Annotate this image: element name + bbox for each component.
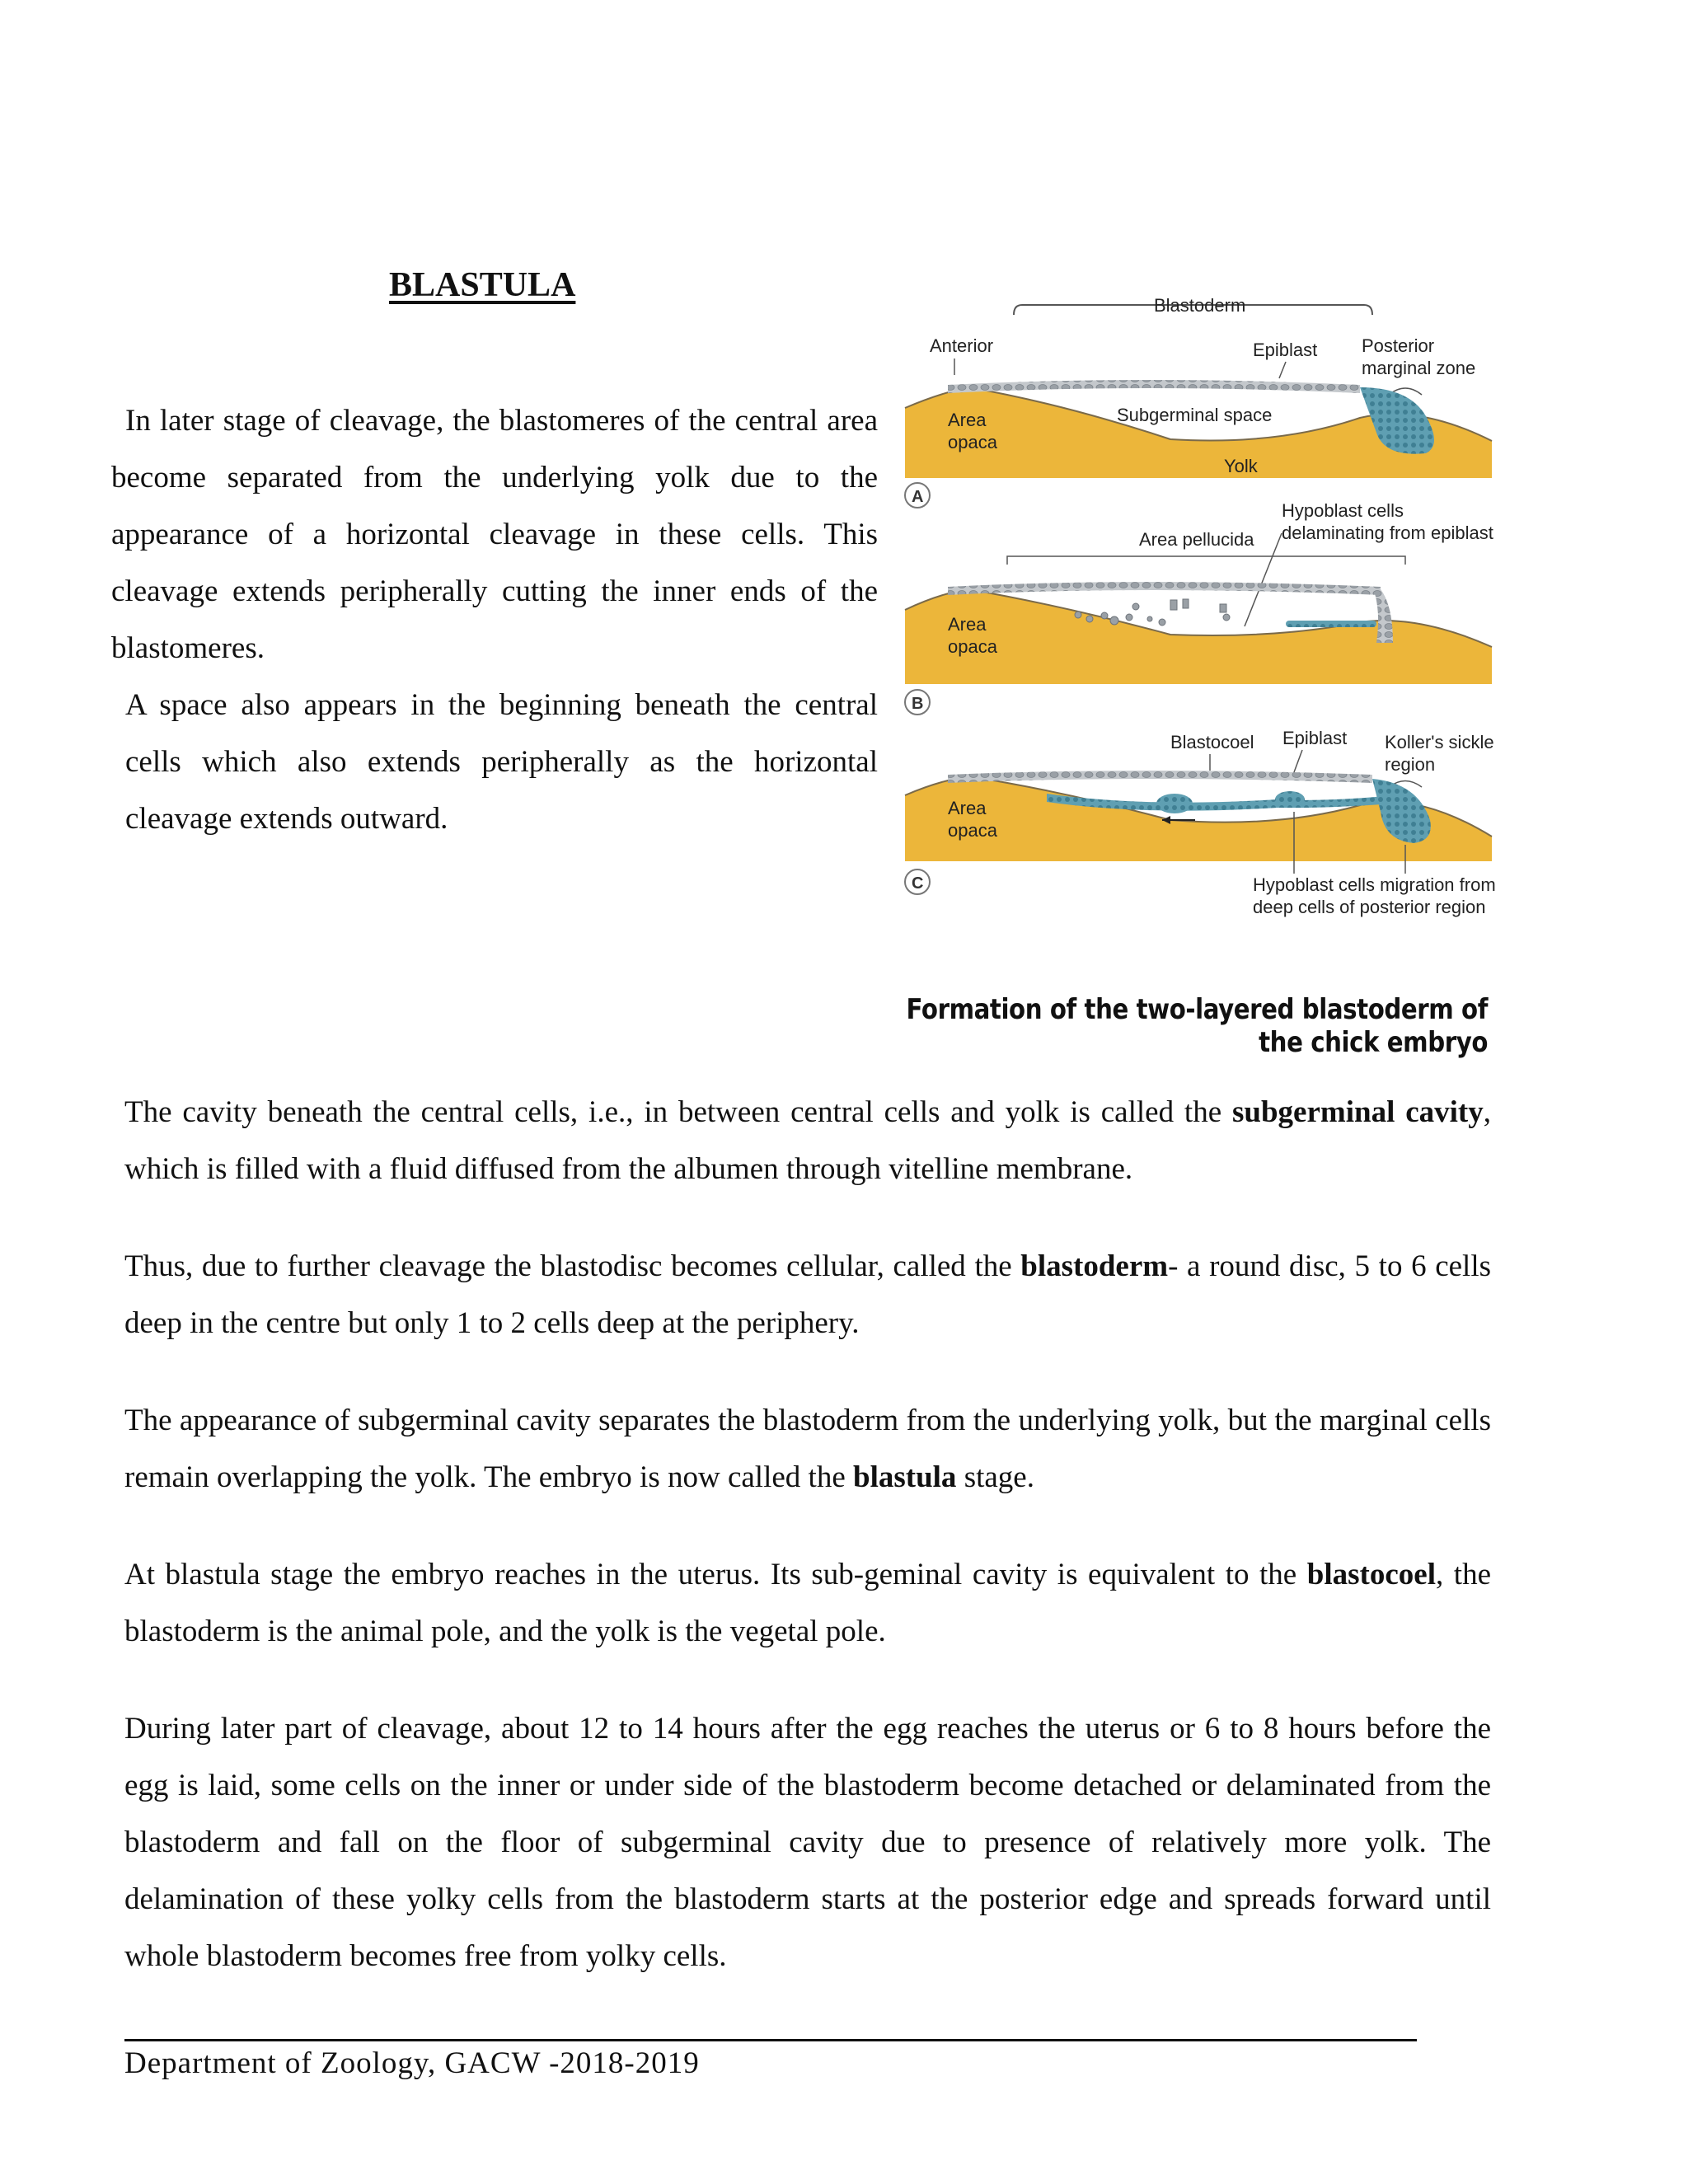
label-deep-cells: deep cells of posterior region <box>1253 897 1486 917</box>
label-marginal-zone: marginal zone <box>1362 358 1476 378</box>
term-subgerminal-cavity: subgerminal cavity <box>1232 1095 1484 1129</box>
panel-a <box>905 295 1492 508</box>
label-hypoblast-cells: Hypoblast cells <box>1282 500 1404 521</box>
label-posterior: Posterior <box>1362 335 1435 356</box>
term-blastoderm: blastoderm <box>1020 1249 1169 1283</box>
panel-letter-c: C <box>912 874 924 893</box>
label-epiblast-a: Epiblast <box>1253 340 1318 360</box>
intro-text <box>111 392 878 847</box>
label-area-a1: Area <box>948 410 987 430</box>
body-paragraph-3 <box>124 1392 1491 1506</box>
footer-divider <box>124 2039 1417 2041</box>
label-hypoblast-migration: Hypoblast cells migration from <box>1253 874 1496 895</box>
label-epiblast-c: Epiblast <box>1282 728 1348 748</box>
label-opaca-c2: opaca <box>948 820 997 841</box>
text-run: The cavity beneath the central cells, i.e., in between central cells and yolk is called the <box>124 1095 1232 1129</box>
label-area-pellucida: Area pellucida <box>1139 529 1254 550</box>
panel-letter-b: B <box>912 695 924 713</box>
label-yolk: Yolk <box>1224 456 1258 476</box>
label-subgerminal-space: Subgerminal space <box>1117 405 1273 425</box>
page-footer: Department of Zoology, GACW -2018-2019 <box>124 2046 700 2080</box>
label-area-c1: Area <box>948 798 987 818</box>
label-blastocoel: Blastocoel <box>1170 732 1254 752</box>
page-title: BLASTULA <box>389 266 576 304</box>
body-paragraph-4 <box>124 1546 1491 1660</box>
label-opaca-a2: opaca <box>948 432 997 452</box>
panel-letter-a: A <box>912 488 924 506</box>
blastoderm-figure <box>898 293 1500 919</box>
text-run: The appearance of subgerminal cavity separates the blastoderm from the underlying yolk, but the marginal cells remain overlapping the yolk. The embryo is now called the <box>124 1404 1491 1494</box>
figure-caption: Formation of the two-layered blastoderm of the chick embryo <box>906 993 1488 1059</box>
text-run: , which is filled with a fluid diffused from the albumen through vitelline membrane. <box>124 1095 1491 1186</box>
label-delaminating: delaminating from epiblast <box>1282 523 1493 543</box>
panel-b <box>905 500 1493 715</box>
text-run: Thus, due to further cleavage the blastodisc becomes cellular, called the <box>124 1249 1021 1283</box>
label-opaca-b2: opaca <box>948 636 997 657</box>
intro-paragraph-1: In later stage of cleavage, the blastomeres of the central area become separated from the underlying yolk due to the appearance of a horizontal cleavage in these cells. This cleavage extends peripherally cutting the inner ends of the blastomeres. <box>111 404 878 665</box>
label-blastoderm: Blastoderm <box>1154 295 1246 316</box>
label-area-b1: Area <box>948 614 987 635</box>
body-paragraph-2 <box>124 1238 1491 1352</box>
term-blastocoel: blastocoel <box>1306 1558 1436 1591</box>
label-kollers-sickle: Koller's sickle <box>1385 732 1494 752</box>
text-run: , the blastoderm is the animal pole, and the yolk is the vegetal pole. <box>124 1558 1491 1648</box>
body-text <box>124 1084 1491 2025</box>
label-anterior: Anterior <box>930 335 994 356</box>
intro-paragraph-2: A space also appears in the beginning beneath the central cells which also extends peripherally as the horizontal cleavage extends outward. <box>125 688 878 836</box>
text-run: stage. <box>956 1460 1034 1494</box>
text-run: At blastula stage the embryo reaches in the uterus. Its sub-geminal cavity is equivalent to the <box>124 1558 1307 1591</box>
label-region: region <box>1385 754 1436 775</box>
term-blastula: blastula <box>853 1460 957 1494</box>
body-paragraph-5: During later part of cleavage, about 12 to 14 hours after the egg reaches the uterus or 6 to 8 hours before the egg is laid, some cells on the inner or under side of the blastoderm become detached or delaminated from the blastoderm and fall on the floor of subgerminal cavity due to presence of relatively more yolk. The delamination of these yolky cells from the blastoderm starts at the posterior edge and spreads forward until whole blastoderm becomes free from yolky cells. <box>124 1712 1491 1973</box>
text-run: - a round disc, 5 to 6 cells deep in the centre but only 1 to 2 cells deep at the periphery. <box>124 1249 1492 1340</box>
body-paragraph-1 <box>124 1084 1491 1197</box>
panel-c <box>905 728 1496 917</box>
